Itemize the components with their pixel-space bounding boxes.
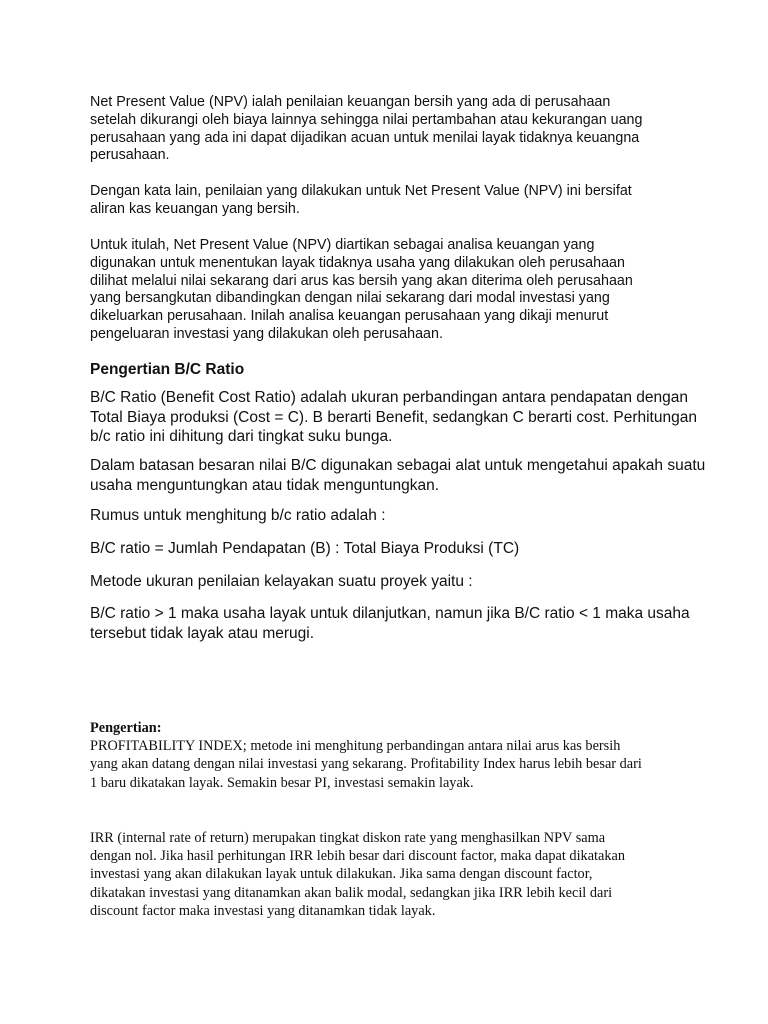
text-line: yang bersangkutan dibandingkan dengan nilai sekarang dari modal investasi yang xyxy=(90,290,610,307)
text-line: yang akan datang dengan nilai investasi yang sekarang. Profitability Index harus lebih besar dari xyxy=(90,756,642,773)
text-line: digunakan untuk menentukan layak tidaknya usaha yang dilakukan oleh perusahaan xyxy=(90,254,625,271)
text-line: IRR (internal rate of return) merupakan tingkat diskon rate yang menghasilkan NPV sama xyxy=(90,830,606,846)
pi-paragraph xyxy=(90,719,690,792)
bc-formula xyxy=(90,539,690,559)
text-line: dikeluarkan perusahaan. Inilah analisa keuangan perusahaan yang dikaji menurut xyxy=(90,308,609,325)
npv-definition-paragraph xyxy=(90,94,690,165)
text-line: Total Biaya produksi (Cost = C). B berarti Benefit, sedangkan C berarti cost. Perhitungan xyxy=(90,408,697,426)
text-line: PROFITABILITY INDEX; metode ini menghitung perbandingan antara nilai arus kas bersih xyxy=(90,738,621,755)
text-line: dilihat melalui nilai sekarang dari arus kas bersih yang akan diterima oleh perusahaan xyxy=(90,272,633,289)
text-line: Rumus untuk menghitung b/c ratio adalah : xyxy=(90,507,386,524)
bc-criteria-paragraph xyxy=(90,604,690,643)
irr-paragraph xyxy=(90,829,690,920)
text-line: dengan nol. Jika hasil perhitungan IRR lebih besar dari discount factor, maka dapat dikatakan xyxy=(90,848,626,865)
pi-heading: Pengertian: xyxy=(90,720,162,736)
text-line: Dalam batasan besaran nilai B/C digunakan sebagai alat untuk mengetahui apakah suatu xyxy=(90,457,706,474)
text-line: aliran kas keuangan yang bersih. xyxy=(90,200,300,217)
bc-usage-paragraph xyxy=(90,456,706,495)
text-line: b/c ratio ini dihitung dari tingkat suku bunga. xyxy=(90,428,393,445)
text-line: perusahaan yang ada ini dapat dijadikan acuan untuk menilai layak tidaknya keuangna xyxy=(90,129,640,146)
bc-formula-intro xyxy=(90,506,690,526)
text-line: pengeluaran investasi yang dilakukan oleh perusahaan. xyxy=(90,325,443,342)
text-line: discount factor maka investasi yang ditanamkan tidak layak. xyxy=(90,902,436,919)
text-line: Dengan kata lain, penilaian yang dilakukan untuk Net Present Value (NPV) ini bersifat xyxy=(90,183,632,199)
text-line: B/C ratio = Jumlah Pendapatan (B) : Total Biaya Produksi (TC) xyxy=(90,540,520,557)
bc-ratio-heading: Pengertian B/C Ratio xyxy=(90,361,245,378)
text-line: tersebut tidak layak atau merugi. xyxy=(90,624,315,642)
text-line: Net Present Value (NPV) ialah penilaian keuangan bersih yang ada di perusahaan xyxy=(90,94,611,110)
npv-cashflow-paragraph xyxy=(90,183,690,219)
npv-analysis-paragraph xyxy=(90,237,690,344)
text-line: dikatakan investasi yang ditanamkan akan balik modal, sedangkan jika IRR lebih kecil dari xyxy=(90,884,613,901)
bc-method-intro xyxy=(90,572,690,592)
text-line: Metode ukuran penilaian kelayakan suatu proyek yaitu : xyxy=(90,573,473,590)
text-line: investasi yang akan dilakukan layak untuk dilakukan. Jika sama dengan discount factor, xyxy=(90,866,593,883)
text-line: setelah dikurangi oleh biaya lainnya sehingga nilai pertambahan atau kekurangan uang xyxy=(90,111,643,128)
text-line: B/C Ratio (Benefit Cost Ratio) adalah ukuran perbandingan antara pendapatan dengan xyxy=(90,389,689,406)
text-line: 1 baru dikatakan layak. Semakin besar PI, investasi semakin layak. xyxy=(90,774,474,791)
bc-definition-paragraph xyxy=(90,388,697,447)
text-line: Untuk itulah, Net Present Value (NPV) diartikan sebagai analisa keuangan yang xyxy=(90,237,595,253)
text-line: B/C ratio > 1 maka usaha layak untuk dilanjutkan, namun jika B/C ratio < 1 maka usaha xyxy=(90,605,690,622)
text-line: usaha menguntungkan atau tidak menguntungkan. xyxy=(90,476,440,494)
text-line: perusahaan. xyxy=(90,147,170,164)
